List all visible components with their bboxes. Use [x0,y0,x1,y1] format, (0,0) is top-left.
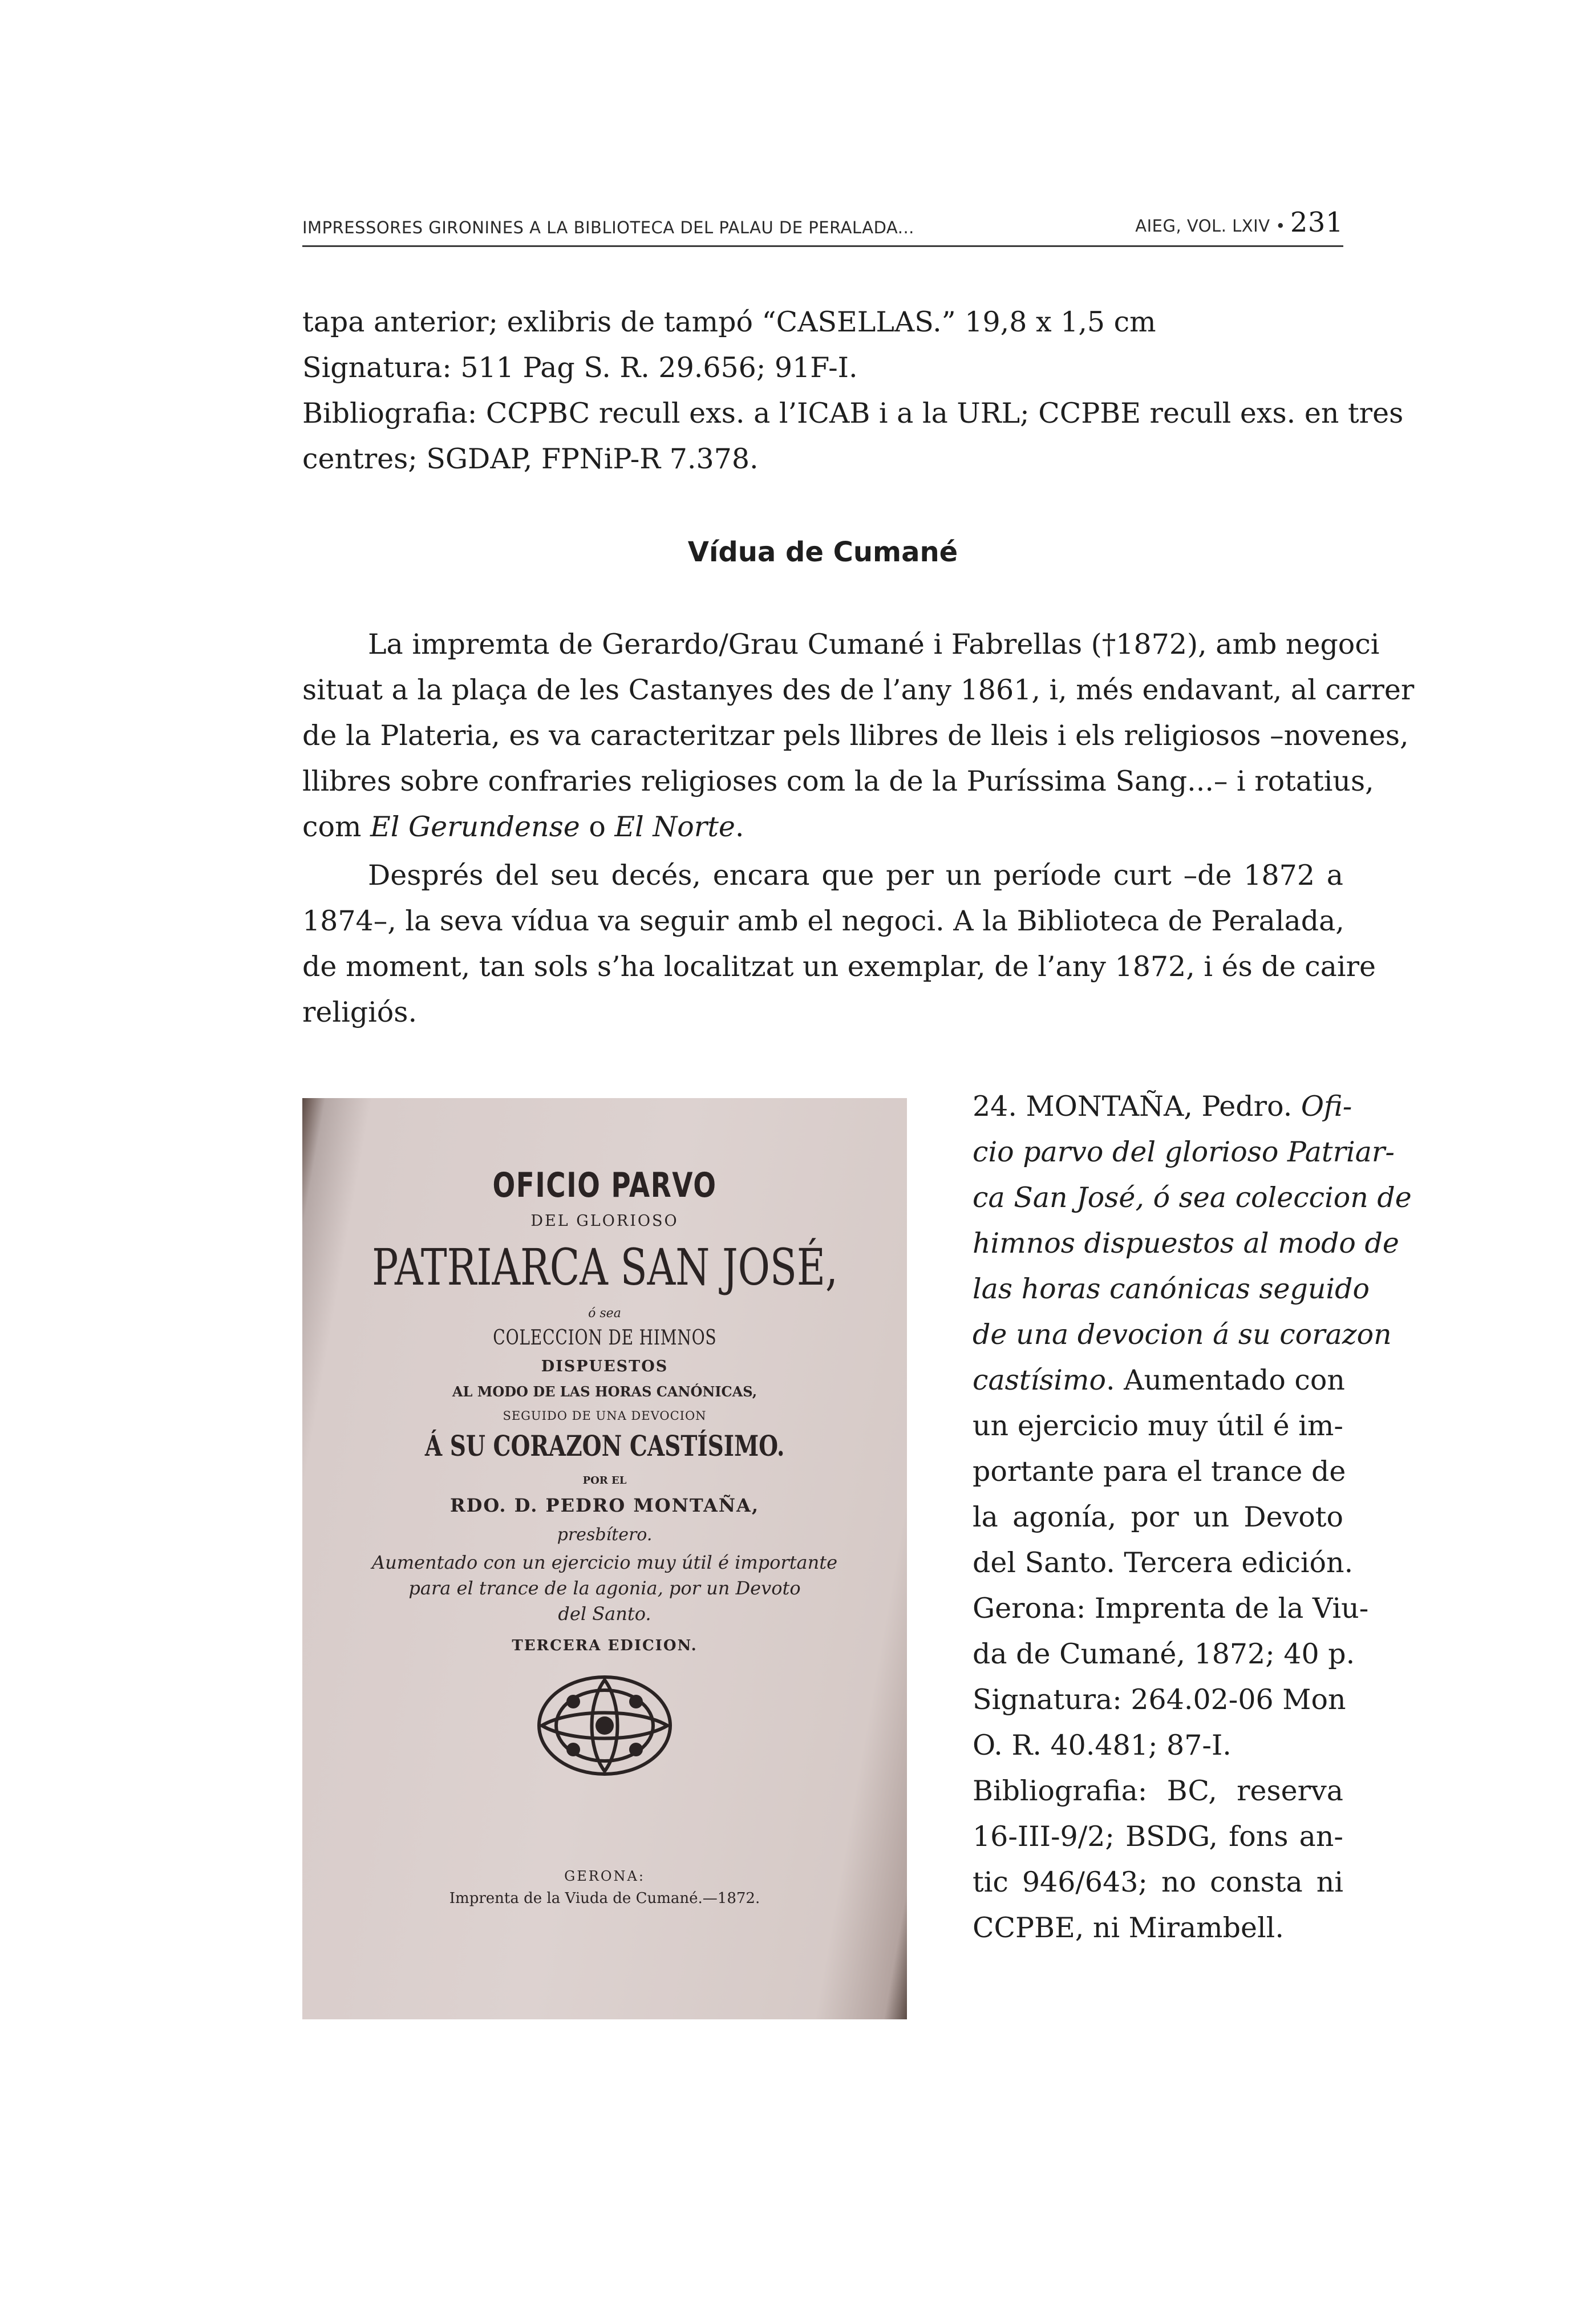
entry-line: Signatura: 511 Pag S. R. 29.656; 91F-I. [302,351,858,384]
text-run: o [580,811,615,843]
photo-text: SEGUIDO DE UNA DEVOCION [503,1409,707,1423]
entry-line: Bibliografia: CCPBC recull exs. a l’ICAB i a la URL; CCPBE recull exs. en tres [302,397,1404,430]
journal-volume: AIEG, VOL. LXIV • [1135,216,1286,236]
entry-line: da de Cumané, 1872; 40 p. [973,1638,1355,1670]
entry-line: centres; SGDAP, FPNiP-R 7.378. [302,443,759,475]
entry-line [973,1175,1412,1221]
photo-text: AL MODO DE LAS HORAS CANÓNICAS, [452,1383,758,1400]
text-line: llibres sobre confraries religioses com la de la Puríssima Sang...– i rotatius, [302,765,1374,797]
photo-text: DISPUESTOS [541,1358,669,1375]
printer-ornament-icon [530,1669,679,1783]
periodical-title: El Gerundense [370,811,580,843]
entry-line [973,1312,1392,1358]
entry-line [973,1129,1395,1175]
entry-line: tapa anterior; exlibris de tampó “CASELLAS.” 19,8 x 1,5 cm [302,306,1156,338]
photo-text: RDO. D. PEDRO MONTAÑA, [450,1495,759,1516]
entry-line: la agonía, por un Devoto [973,1501,1343,1533]
photo-text: POR EL [582,1475,627,1487]
entry-line [973,1221,1399,1266]
photo-text: GERONA: [564,1868,645,1884]
text-line: situat a la plaça de les Castanyes des de l’any 1861, i, més endavant, al carrer [302,674,1415,706]
entry-line: CCPBE, ni Mirambell. [973,1912,1284,1944]
entry-line: del Santo. Tercera edición. [973,1546,1354,1579]
photo-text: Imprenta de la Viuda de Cumané.—1872. [449,1890,760,1907]
text-line: 1874–, la seva vídua va seguir amb el negoci. A la Biblioteca de Peralada, [302,905,1344,937]
text-run: com [302,811,370,843]
entry-line [973,1358,1343,1403]
text-line: La impremta de Gerardo/Grau Cumané i Fabrellas (†1872), amb negoci [368,628,1380,661]
book-title: Ofi- [1301,1090,1352,1123]
text-run: . [735,811,744,843]
photo-text: PATRIARCA SAN JOSÉ, [371,1238,838,1297]
entry-line: tic 946/643; no consta ni [973,1866,1343,1898]
photo-text: TERCERA EDICION. [512,1637,698,1654]
entry-line: Gerona: Imprenta de la Viu- [973,1592,1369,1625]
entry-line: O. R. 40.481; 87-I. [973,1729,1232,1762]
text-line: religiós. [302,996,418,1028]
text-run: . Aumentado con [1105,1364,1345,1396]
text-line: de la Plateria, es va caracteritzar pels llibres de lleis i els religiosos –novenes, [302,719,1409,752]
book-title: himnos dispuestos al modo de [973,1227,1399,1260]
section-heading: Vídua de Cumané [687,536,958,568]
photo-text: para el trance de la agonia, por un Devoto [408,1577,801,1599]
text-line: de moment, tan sols s’ha localitzat un exemplar, de l’any 1872, i és de caire [302,950,1376,983]
book-title: castísimo [973,1364,1106,1396]
running-title: IMPRESSORES GIRONINES A LA BIBLIOTECA DEL PALAU DE PERALADA... [302,218,914,237]
photo-text: presbítero. [557,1525,653,1545]
text-line: Després del seu decés, encara que per un període curt –de 1872 a [368,859,1343,892]
photo-text: DEL GLORIOSO [530,1212,679,1230]
title-page-photograph [302,1098,907,2019]
book-title: las horas canónicas seguido [973,1273,1370,1305]
text-line [302,804,1343,850]
journal-reference [1135,206,1343,238]
book-title: de una devocion á su corazon [973,1318,1392,1351]
photo-text: Á SU CORAZON CASTÍSIMO. [424,1429,785,1463]
entry-line: portante para el trance de [973,1455,1346,1488]
text-run: 24. MONTAÑA, Pedro. [973,1090,1301,1123]
entry-line: un ejercicio muy útil é im- [973,1410,1343,1442]
entry-line: Bibliografia: BC, reserva [973,1775,1343,1807]
periodical-title: El Norte [614,811,735,843]
running-header [302,200,1343,247]
entry-line [973,1266,1370,1312]
photo-text: COLECCION DE HIMNOS [492,1326,717,1350]
book-title: ca San José, ó sea coleccion de [973,1181,1412,1214]
photo-text: del Santo. [558,1603,651,1625]
photo-text: Aumentado con un ejercicio muy útil é importante [371,1552,838,1573]
entry-line: 16-III-9/2; BSDG, fons an- [973,1820,1343,1853]
photo-text: ó sea [588,1306,621,1321]
page-number: 231 [1290,206,1343,238]
photo-text: OFICIO PARVO [492,1165,717,1205]
entry-line [973,1084,1352,1129]
entry-line: Signatura: 264.02-06 Mon [973,1683,1346,1716]
book-title: cio parvo del glorioso Patriar- [973,1136,1395,1168]
